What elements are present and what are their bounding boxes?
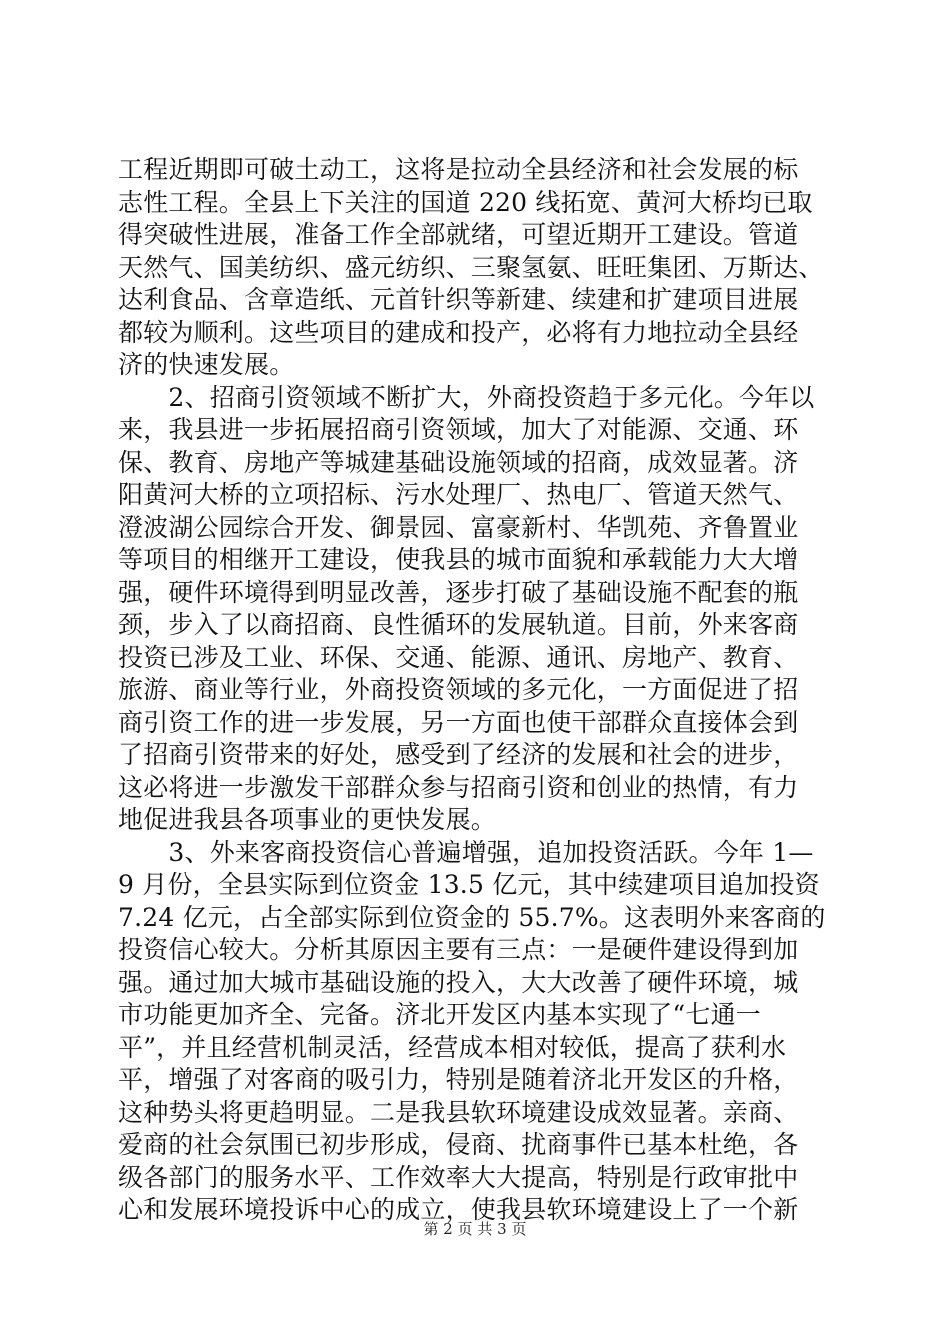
text-line: 9 月份，全县实际到位资金 13.5 亿元，其中续建项目追加投资 [118,870,820,899]
text-line: 强。通过加大城市基础设施的投入，大大改善了硬件环境，城 [118,967,799,997]
text-line: 天然气、国美纺织、盛元纺织、三聚氢氨、旺旺集团、万斯达、 [118,252,824,282]
text-line: 投资已涉及工业、环保、交通、能源、通讯、房地产、教育、 [118,642,799,672]
text-line: 保、教育、房地产等城建基础设施领域的招商，成效显著。济 [118,447,799,477]
text-line: 旅游、商业等行业，外商投资领域的多元化，一方面促进了招 [118,675,799,704]
text-line: 3、外来客商投资信心普遍增强，追加投资活跃。今年 1— [118,837,814,867]
text-line: 这必将进一步激发干部群众参与招商引资和创业的热情，有力 [118,772,799,802]
text-line: 投资信心较大。分析其原因主要有三点：一是硬件建设得到加 [118,935,799,964]
text-line: 都较为顺利。这些项目的建成和投产，必将有力地拉动全县经 [118,317,799,347]
text-line: 平”，并且经营机制灵活，经营成本相对较低，提高了获利水 [118,1032,787,1062]
text-line: 2、招商引资领域不断扩大，外商投资趋于多元化。今年以 [118,382,815,412]
text-line: 来，我县进一步拓展招商引资领域，加大了对能源、交通、环 [118,415,799,444]
text-line: 济的快速发展。 [118,350,295,379]
text-line: 级各部门的服务水平、工作效率大大提高，特别是行政审批中 [118,1162,799,1192]
page-footer [0,1218,950,1239]
text-line: 等项目的相继开工建设，使我县的城市面貌和承载能力大大增 [118,545,799,574]
text-line: 得突破性进展，准备工作全部就绪，可望近期开工建设。管道 [118,220,799,249]
text-line: 颈，步入了以商招商、良性循环的发展轨道。目前，外来客商 [118,610,799,639]
text-line: 志性工程。全县上下关注的国道 220 线拓宽、黄河大桥均已取 [118,187,813,217]
text-line: 7.24 亿元，占全部实际到位资金的 55.7%。这表明外来客商的 [118,902,826,932]
text-line: 澄波湖公园综合开发、御景园、富豪新村、华凯苑、齐鲁置业 [118,512,799,542]
text-line: 工程近期即可破土动工，这将是拉动全县经济和社会发展的标 [118,155,799,184]
text-line: 达利食品、含章造纸、元首针织等新建、续建和扩建项目进展 [118,285,799,314]
text-line: 商引资工作的进一步发展，另一方面也使干部群众直接体会到 [118,707,799,737]
page-number-label: 第 2 页 共 3 页 [423,1220,527,1238]
text-line: 强，硬件环境得到明显改善，逐步打破了基础设施不配套的瓶 [118,577,799,607]
document-body [118,154,834,1227]
text-line: 地促进我县各项事业的更快发展。 [118,805,497,834]
text-line: 爱商的社会氛围已初步形成，侵商、扰商事件已基本杜绝，各 [118,1130,799,1159]
text-line: 了招商引资带来的好处，感受到了经济的发展和社会的进步， [118,740,799,769]
text-line: 市功能更加齐全、完备。济北开发区内基本实现了“七通一 [118,1000,761,1029]
text-line: 这种势头将更趋明显。二是我县软环境建设成效显著。亲商、 [118,1097,799,1127]
text-line: 平，增强了对客商的吸引力，特别是随着济北开发区的升格， [118,1065,799,1094]
text-line: 阳黄河大桥的立项招标、污水处理厂、热电厂、管道天然气、 [118,480,799,509]
text-line: 心和发展环境投诉中心的成立，使我县软环境建设上了一个新 [118,1195,799,1224]
